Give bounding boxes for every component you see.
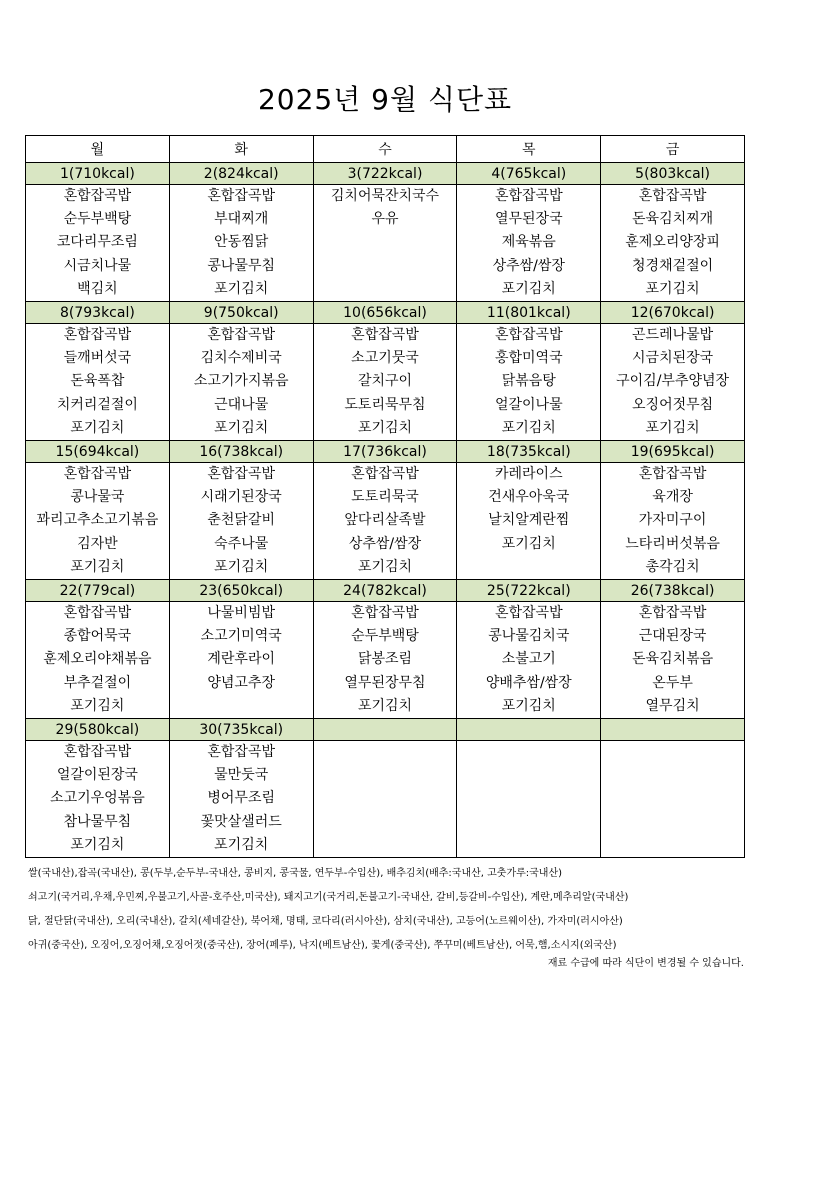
date-cell: 23(650kcal) (169, 580, 313, 602)
dish-item: 나물비빔밥 (207, 605, 275, 622)
meal-cell (169, 185, 313, 302)
dish-item: 우유 (371, 211, 399, 228)
dish-item: 포기김치 (501, 535, 556, 552)
dish-item: 혼합잡곡밥 (207, 327, 275, 344)
dish-item: 들깨버섯국 (63, 350, 132, 367)
meal-cell (26, 741, 170, 858)
dish-item: 포기김치 (70, 558, 125, 575)
dish-item: 소고기우엉볶음 (50, 790, 145, 807)
date-cell: 15(694kcal) (26, 441, 170, 463)
dish-item: 돈육김치찌개 (632, 211, 714, 228)
dish-item: 시금치나물 (63, 257, 132, 274)
meal-cell (457, 741, 601, 858)
meal-cell (313, 324, 457, 441)
dish-item: 혼합잡곡밥 (207, 188, 275, 204)
dish-item: 앞다리살족발 (344, 512, 426, 529)
meal-cell (26, 463, 170, 580)
meal-cell (313, 602, 457, 719)
date-row (26, 719, 745, 741)
meal-cell (169, 741, 313, 858)
dish-item: 건새우아욱국 (488, 489, 570, 506)
date-cell: 5(803kcal) (601, 163, 745, 185)
meal-cell (26, 185, 170, 302)
dish-item: 소불고기 (501, 651, 556, 668)
dish-item: 훈제오리양장피 (625, 234, 720, 251)
dish-item: 갈치구이 (357, 373, 413, 390)
dish-item: 소고기가지볶음 (193, 373, 289, 390)
meal-row (26, 463, 745, 580)
dish-item: 포기김치 (70, 419, 125, 436)
weekday-header-row (26, 136, 745, 163)
meal-cell (169, 324, 313, 441)
dish-item: 순두부백탕 (351, 628, 419, 645)
dish-item: 포기김치 (214, 419, 269, 436)
date-cell: 30(735kcal) (169, 719, 313, 741)
meal-cell (601, 185, 745, 302)
meal-cell (169, 463, 313, 580)
dish-item: 포기김치 (357, 558, 413, 575)
dish-item: 포기김치 (357, 697, 413, 714)
date-cell: 29(580kcal) (26, 719, 170, 741)
dish-item: 열무김치 (645, 697, 700, 714)
dish-item: 꽃맛살샐러드 (200, 813, 282, 830)
dish-item: 돈육폭찹 (70, 373, 125, 390)
dish-item: 얼갈이나물 (494, 396, 563, 413)
meal-row (26, 185, 745, 302)
dish-item: 시래기된장국 (200, 489, 282, 506)
dish-item: 김치어묵잔치국수 (330, 188, 440, 204)
dish-item: 청경채겉절이 (632, 257, 714, 274)
dish-item: 부대찌개 (214, 211, 269, 228)
date-cell: 17(736kcal) (313, 441, 457, 463)
dish-item: 포기김치 (645, 280, 700, 297)
date-cell: 25(722kcal) (457, 580, 601, 602)
dish-item: 포기김치 (501, 280, 556, 297)
dish-item: 포기김치 (70, 697, 125, 714)
dish-item: 백김치 (77, 280, 118, 297)
dish-item: 온두부 (652, 674, 693, 691)
date-cell: 12(670kcal) (601, 302, 745, 324)
date-cell: 9(750kcal) (169, 302, 313, 324)
dish-item: 혼합잡곡밥 (351, 327, 419, 344)
dish-item: 혼합잡곡밥 (63, 188, 132, 204)
date-cell: 11(801kcal) (457, 302, 601, 324)
date-cell: 22(779cal) (26, 580, 170, 602)
dish-item: 상추쌈/쌈장 (492, 257, 565, 274)
date-cell (313, 719, 457, 741)
dish-item: 시금치된장국 (632, 350, 714, 367)
date-row (26, 441, 745, 463)
meal-cell (26, 602, 170, 719)
date-cell: 26(738kcal) (601, 580, 745, 602)
dish-item: 혼합잡곡밥 (638, 466, 707, 483)
disclaimer: 재료 수급에 따라 식단이 변경될 수 있습니다. (547, 958, 744, 969)
dish-item: 느타리버섯볶음 (625, 535, 720, 552)
dish-item: 혼합잡곡밥 (638, 605, 707, 622)
dish-item: 참나물무침 (63, 813, 132, 830)
dish-item: 콩나물국 (70, 489, 125, 506)
dish-item: 돈육김치볶음 (632, 651, 714, 668)
origin-note: 닭, 절단닭(국내산), 오리(국내산), 갈치(세네갈산), 북어채, 명태, 코다리(러시아산), 삼치(국내산), 고등어(노르웨이산), 가자미(러시아산) (28, 916, 623, 927)
origin-note: 쇠고기(국거리,우채,우민찌,우불고기,사골-호주산,미국산), 돼지고기(국거리,돈불고기-국내산, 갈비,등갈비-수입산), 계란,메추리알(국내산) (28, 892, 629, 903)
dish-item: 춘천닭갈비 (207, 512, 275, 529)
dish-item: 혼합잡곡밥 (207, 466, 275, 483)
date-cell: 4(765kcal) (457, 163, 601, 185)
dish-item: 혼합잡곡밥 (207, 744, 275, 761)
dish-item: 김자반 (77, 535, 118, 552)
dish-item: 양배추쌈/쌈장 (485, 674, 572, 691)
dish-item: 근대된장국 (638, 628, 707, 645)
dish-item: 훈제오리야채볶음 (43, 651, 152, 668)
dish-item: 혼합잡곡밥 (494, 188, 563, 204)
dish-item: 소고기미역국 (200, 628, 282, 645)
meal-row (26, 324, 745, 441)
dish-item: 얼갈이된장국 (56, 767, 138, 784)
dish-item: 김치수제비국 (200, 350, 282, 367)
dish-item: 가자미구이 (638, 512, 707, 529)
meal-cell (601, 602, 745, 719)
meal-cell (26, 324, 170, 441)
dish-item: 혼합잡곡밥 (638, 188, 707, 204)
meal-cell (601, 324, 745, 441)
date-cell: 3(722kcal) (313, 163, 457, 185)
date-cell (601, 719, 745, 741)
meal-cell (169, 602, 313, 719)
dish-item: 혼합잡곡밥 (494, 327, 563, 344)
dish-item: 포기김치 (357, 419, 413, 436)
date-cell: 1(710kcal) (26, 163, 170, 185)
dish-item: 포기김치 (214, 280, 269, 297)
origin-notes (28, 862, 748, 958)
dish-item: 곤드레나물밥 (632, 327, 714, 344)
dish-item: 혼합잡곡밥 (494, 605, 563, 622)
dish-item: 포기김치 (501, 697, 556, 714)
page-title: 2025년 9월 식단표 (257, 83, 513, 116)
dish-item: 총각김치 (645, 558, 700, 575)
menu-table (25, 135, 745, 858)
dish-item: 포기김치 (214, 836, 269, 853)
dish-item: 부추겉절이 (63, 674, 132, 691)
date-cell: 19(695kcal) (601, 441, 745, 463)
dish-item: 날치알계란찜 (488, 512, 570, 529)
date-cell: 8(793kcal) (26, 302, 170, 324)
dish-item: 혼합잡곡밥 (63, 744, 132, 761)
dish-item: 안동찜닭 (214, 234, 269, 251)
dish-item: 닭볶음탕 (501, 373, 556, 390)
origin-note: 쌀(국내산),잡곡(국내산), 콩(두부,순두부-국내산, 콩비지, 콩국물, 연두부-수입산), 배추김치(배추:국내산, 고춧가루:국내산) (28, 868, 563, 879)
weekday-header: 화 (169, 136, 313, 163)
dish-item: 홍합미역국 (494, 350, 563, 367)
meal-cell (601, 463, 745, 580)
dish-item: 도토리묵국 (351, 489, 419, 506)
dish-item: 혼합잡곡밥 (63, 327, 132, 344)
dish-item: 병어무조림 (207, 790, 275, 807)
dish-item: 카레라이스 (494, 466, 563, 483)
dish-item: 계란후라이 (207, 651, 275, 668)
meal-cell (457, 324, 601, 441)
dish-item: 코다리무조림 (56, 234, 138, 251)
dish-item: 혼합잡곡밥 (63, 605, 132, 622)
dish-item: 도토리묵무침 (344, 396, 426, 413)
date-row (26, 580, 745, 602)
dish-item: 물만둣국 (214, 767, 269, 784)
date-cell (457, 719, 601, 741)
date-cell: 10(656kcal) (313, 302, 457, 324)
dish-item: 꽈리고추소고기볶음 (36, 512, 159, 529)
meal-cell (457, 463, 601, 580)
meal-cell (457, 185, 601, 302)
date-cell: 24(782kcal) (313, 580, 457, 602)
dish-item: 근대나물 (214, 396, 269, 413)
meal-cell (313, 741, 457, 858)
dish-item: 치커리겉절이 (56, 396, 138, 413)
meal-cell (313, 463, 457, 580)
dish-item: 열무된장무침 (344, 674, 426, 691)
dish-item: 콩나물김치국 (488, 628, 570, 645)
date-cell: 18(735kcal) (457, 441, 601, 463)
dish-item: 포기김치 (70, 836, 125, 853)
dish-item: 숙주나물 (214, 535, 269, 552)
dish-item: 혼합잡곡밥 (351, 605, 419, 622)
dish-item: 소고기뭇국 (351, 350, 419, 367)
dish-item: 포기김치 (501, 419, 556, 436)
weekday-header: 수 (313, 136, 457, 163)
dish-item: 순두부백탕 (63, 211, 132, 228)
origin-note: 아귀(중국산), 오징어,오징어채,오징어젓(중국산), 장어(페루), 낙지(베트남산), 꽃게(중국산), 쭈꾸미(베트남산), 어묵,햄,소시지(외국산) (28, 940, 617, 951)
dish-item: 오징어젓무침 (632, 396, 714, 413)
dish-item: 콩나물무침 (207, 257, 275, 274)
weekday-header: 금 (601, 136, 745, 163)
meal-row (26, 741, 745, 858)
dish-item: 종합어묵국 (63, 628, 132, 645)
date-cell: 16(738kcal) (169, 441, 313, 463)
dish-item: 포기김치 (214, 558, 269, 575)
menu-body (26, 163, 745, 858)
weekday-header: 월 (26, 136, 170, 163)
dish-item: 제육볶음 (501, 234, 556, 251)
dish-item: 육개장 (652, 489, 693, 506)
dish-item: 혼합잡곡밥 (63, 466, 132, 483)
dish-item: 양념고추장 (207, 674, 275, 691)
meal-cell (457, 602, 601, 719)
dish-item: 상추쌈/쌈장 (348, 535, 422, 552)
dish-item: 혼합잡곡밥 (351, 466, 419, 483)
dish-item: 닭봉조림 (357, 651, 413, 668)
meal-cell (313, 185, 457, 302)
weekday-header: 목 (457, 136, 601, 163)
dish-item: 포기김치 (645, 419, 700, 436)
dish-item: 구이김/부추양념장 (616, 373, 730, 390)
date-row (26, 302, 745, 324)
meal-cell (601, 741, 745, 858)
dish-item: 열무된장국 (494, 211, 563, 228)
meal-row (26, 602, 745, 719)
date-cell: 2(824kcal) (169, 163, 313, 185)
date-row (26, 163, 745, 185)
